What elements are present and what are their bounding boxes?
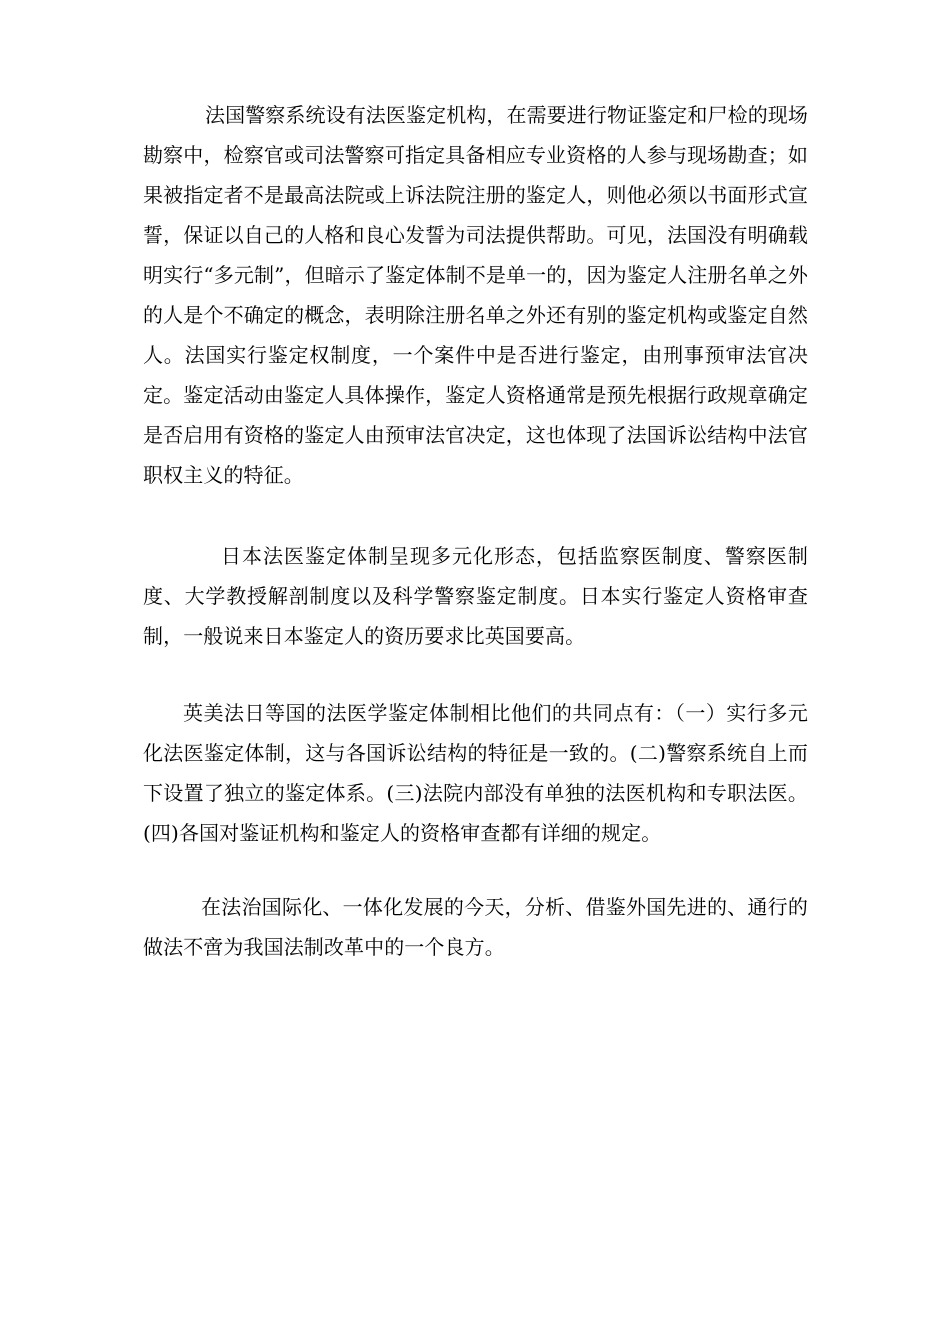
paragraph-common-points: 英美法日等国的法医学鉴定体制相比他们的共同点有：（一）实行多元化法医鉴定体制，这与各国诉讼结构的特征是一致的。(二)警察系统自上而下设置了独立的鉴定体系。(三)法院内部没有单独的法医机构和专职法医。(四)各国对鉴证机构和鉴定人的资格审查都有详细的规定。 (143, 701, 808, 845)
paragraph-conclusion: 在法治国际化、一体化发展的今天，分析、借鉴外国先进的、通行的做法不啻为我国法制改革中的一个良方。 (143, 895, 808, 959)
paragraph-france: 法国警察系统设有法医鉴定机构，在需要进行物证鉴定和尸检的现场勘察中，检察官或司法警察可指定具备相应专业资格的人参与现场勘查；如果被指定者不是最高法院或上诉法院注册的鉴定人，则他必须以书面形式宣誓，保证以自己的人格和良心发誓为司法提供帮助。可见，法国没有明确载明实行“多元制”，但暗示了鉴定体制不是单一的，因为鉴定人注册名单之外的人是个不确定的概念，表明除注册名单之外还有别的鉴定机构或鉴定自然人。法国实行鉴定权制度，一个案件中是否进行鉴定，由刑事预审法官决定。鉴定活动由鉴定人具体操作，鉴定人资格通常是预先根据行政规章确定是否启用有资格的鉴定人由预审法官决定，这也体现了法国诉讼结构中法官职权主义的特征。 (143, 103, 808, 487)
paragraph-japan: 日本法医鉴定体制呈现多元化形态，包括监察医制度、警察医制度、大学教授解剖制度以及科学警察鉴定制度。日本实行鉴定人资格审查制，一般说来日本鉴定人的资历要求比英国要高。 (143, 544, 808, 648)
